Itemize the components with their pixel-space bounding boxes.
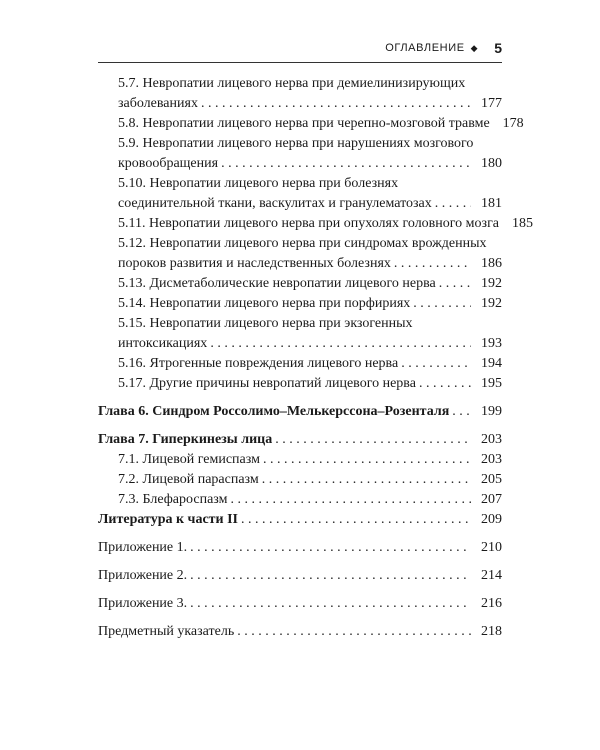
toc-entry-title: заболеваниях bbox=[118, 96, 198, 111]
toc-page-number: 203 bbox=[481, 432, 502, 447]
toc-page-number: 178 bbox=[502, 116, 524, 131]
toc-entry[interactable] bbox=[98, 566, 502, 586]
toc-entry-title: Глава 7. Гиперкинезы лица bbox=[98, 432, 273, 447]
toc-page-number: 181 bbox=[481, 196, 502, 211]
toc-entry[interactable] bbox=[98, 74, 502, 114]
page-number: 5 bbox=[494, 40, 502, 56]
toc-page-number: 199 bbox=[481, 404, 502, 419]
toc-page-number: 192 bbox=[481, 296, 502, 311]
dot-leader bbox=[190, 538, 471, 558]
toc-entry-title: Предметный указатель bbox=[98, 624, 235, 639]
toc-page-number: 210 bbox=[481, 540, 502, 555]
toc-page-number: 214 bbox=[481, 568, 502, 583]
toc-entry-title: пороков развития и наследственных болезнях bbox=[118, 256, 391, 271]
toc-entry-title: 5.10. Невропатии лицевого нерва при болезнях bbox=[118, 176, 399, 191]
toc-page-number: 209 bbox=[481, 512, 502, 527]
toc-entry[interactable] bbox=[98, 490, 502, 510]
toc-entry[interactable] bbox=[98, 470, 502, 490]
toc-chapter-entry[interactable] bbox=[98, 402, 502, 422]
dot-leader bbox=[201, 94, 471, 114]
dot-leader bbox=[230, 490, 471, 510]
toc-entry-title: 5.17. Другие причины невропатий лицевого нерва bbox=[118, 376, 416, 391]
dot-leader bbox=[190, 566, 471, 586]
toc-page-number: 218 bbox=[481, 624, 502, 639]
toc-page-number: 194 bbox=[481, 356, 502, 371]
toc-page-number: 207 bbox=[481, 492, 502, 507]
dot-leader bbox=[452, 402, 471, 422]
toc-entry-title: Приложение 1. bbox=[98, 540, 188, 555]
toc-entry-title: 5.16. Ятрогенные повреждения лицевого нерва bbox=[118, 356, 399, 371]
toc-entry-title: 5.11. Невропатии лицевого нерва при опухолях головного мозга bbox=[118, 216, 500, 231]
header-rule bbox=[98, 62, 502, 63]
toc-page-number: 205 bbox=[481, 472, 502, 487]
toc-page-number: 186 bbox=[481, 256, 502, 271]
toc-entry[interactable] bbox=[98, 294, 502, 314]
toc-entry-title: 7.1. Лицевой гемиспазм bbox=[118, 452, 260, 467]
toc-entry-title: кровообращения bbox=[118, 156, 219, 171]
dot-leader bbox=[413, 294, 471, 314]
table-of-contents bbox=[98, 74, 534, 642]
diamond-icon: ◆ bbox=[470, 42, 479, 53]
toc-entry[interactable] bbox=[98, 354, 502, 374]
toc-entry[interactable] bbox=[98, 622, 502, 642]
toc-page-number: 185 bbox=[512, 216, 534, 231]
toc-entry-title: 5.14. Невропатии лицевого нерва при порфириях bbox=[118, 296, 411, 311]
dot-leader bbox=[401, 354, 471, 374]
dot-leader bbox=[221, 154, 471, 174]
toc-entry-title: 5.8. Невропатии лицевого нерва при черепно-мозговой травме bbox=[118, 116, 490, 131]
toc-entry[interactable] bbox=[98, 274, 502, 294]
toc-entry[interactable] bbox=[98, 538, 502, 558]
toc-entry-title: интоксикациях bbox=[118, 336, 208, 351]
dot-leader bbox=[190, 594, 471, 614]
dot-leader bbox=[237, 622, 471, 642]
toc-entry[interactable] bbox=[98, 450, 502, 470]
toc-entry-title: 5.12. Невропатии лицевого нерва при синдромах врожденных bbox=[118, 236, 487, 251]
toc-entry[interactable] bbox=[98, 134, 502, 174]
toc-page-number: 192 bbox=[481, 276, 502, 291]
toc-entry[interactable] bbox=[98, 594, 502, 614]
toc-page-number: 203 bbox=[481, 452, 502, 467]
running-head bbox=[98, 40, 502, 56]
toc-entry-title: 5.15. Невропатии лицевого нерва при экзогенных bbox=[118, 316, 413, 331]
toc-entry[interactable] bbox=[98, 314, 502, 354]
dot-leader bbox=[262, 470, 471, 490]
dot-leader bbox=[394, 254, 471, 274]
toc-entry[interactable] bbox=[98, 214, 534, 234]
toc-page-number: 195 bbox=[481, 376, 502, 391]
dot-leader bbox=[263, 450, 471, 470]
toc-entry[interactable] bbox=[98, 114, 524, 134]
toc-entry-title: 5.9. Невропатии лицевого нерва при нарушениях мозгового bbox=[118, 136, 474, 151]
dot-leader bbox=[435, 194, 471, 214]
toc-entry-title: 7.3. Блефароспазм bbox=[118, 492, 228, 507]
toc-chapter-entry[interactable] bbox=[98, 510, 502, 530]
toc-entry-title: 5.13. Дисметаболические невропатии лицевого нерва bbox=[118, 276, 436, 291]
toc-entry-title: соединительной ткани, васкулитах и гранулематозах bbox=[118, 196, 432, 211]
dot-leader bbox=[439, 274, 471, 294]
toc-entry-title: Глава 6. Синдром Россолимо–Мелькерссона–Розенталя bbox=[98, 404, 450, 419]
toc-entry-title: Литература к части II bbox=[98, 512, 239, 527]
toc-entry-title: Приложение 3. bbox=[98, 596, 188, 611]
dot-leader bbox=[241, 510, 471, 530]
toc-chapter-entry[interactable] bbox=[98, 430, 502, 450]
dot-leader bbox=[419, 374, 471, 394]
toc-entry[interactable] bbox=[98, 374, 502, 394]
toc-page-number: 193 bbox=[481, 336, 502, 351]
toc-page-number: 216 bbox=[481, 596, 502, 611]
toc-entry-title: 5.7. Невропатии лицевого нерва при демиелинизирующих bbox=[118, 76, 466, 91]
toc-entry-title: Приложение 2. bbox=[98, 568, 188, 583]
toc-entry[interactable] bbox=[98, 234, 502, 274]
toc-entry-title: 7.2. Лицевой параспазм bbox=[118, 472, 259, 487]
dot-leader bbox=[210, 334, 471, 354]
section-title: ОГЛАВЛЕНИЕ bbox=[385, 42, 465, 54]
dot-leader bbox=[275, 430, 471, 450]
toc-page-number: 180 bbox=[481, 156, 502, 171]
toc-page-number: 177 bbox=[481, 96, 502, 111]
toc-entry[interactable] bbox=[98, 174, 502, 214]
